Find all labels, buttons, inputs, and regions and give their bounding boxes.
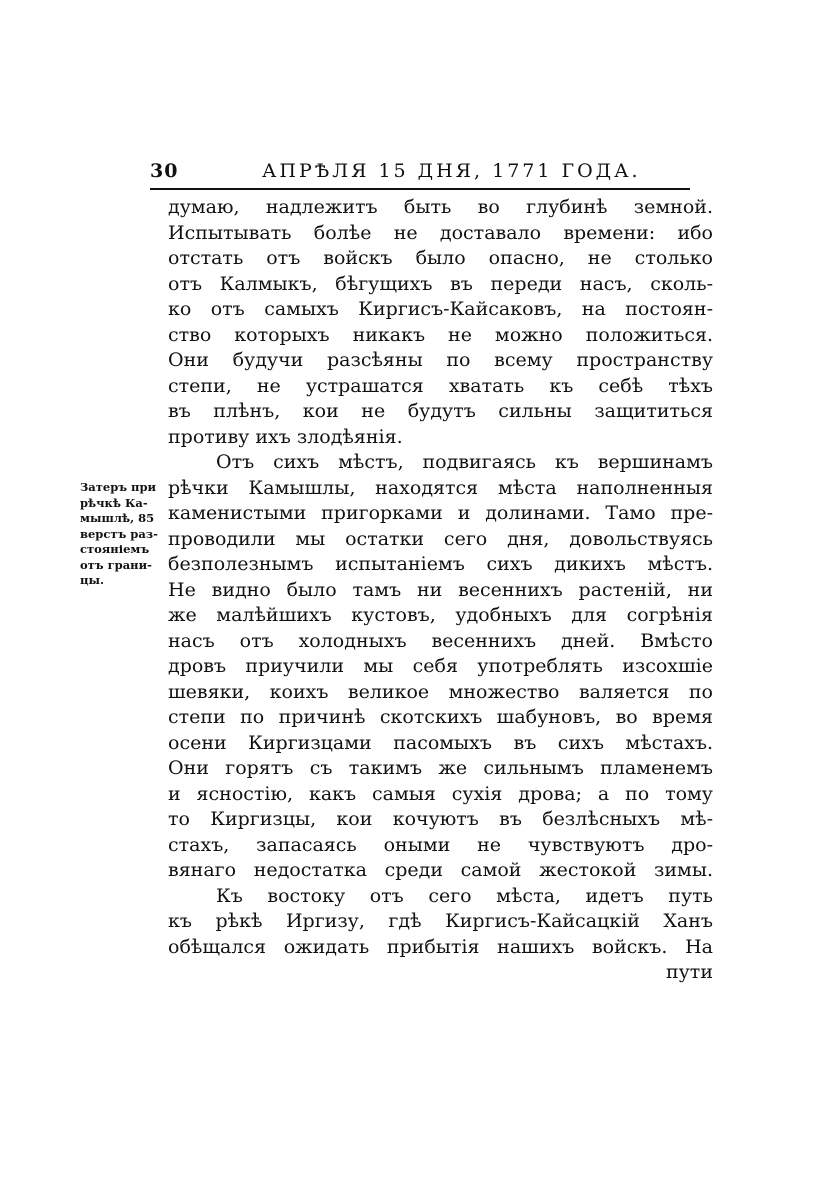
catchword: пути (665, 961, 713, 983)
text-line: рѣчки Камышлы, находятся мѣста наполненныя (168, 476, 713, 499)
text-line: думаю, надлежитъ быть во глубинѣ земной. (168, 196, 713, 218)
text-line: въ плѣнъ, кои не будутъ сильны защититься (168, 400, 713, 422)
text-line: Испытывать болѣе не доставало времени: ибо (168, 221, 713, 244)
text-line: обѣщался ожидать прибытія нашихъ войскъ. На (168, 935, 713, 958)
text-line: то Киргизцы, кои кочуютъ въ безлѣсныхъ мѣ- (168, 808, 713, 830)
text-line: же малѣйшихъ кустовъ, удобныхъ для согрѣнія (168, 604, 713, 626)
text-line: каменистыми пригорками и долинами. Тамо пре- (168, 502, 713, 524)
margin-note-line: мышлѣ, 85 (80, 511, 155, 525)
margin-note-line: стояніемъ (80, 542, 150, 556)
text-line: насъ отъ холодныхъ весеннихъ дней. Вмѣсто (168, 629, 713, 652)
margin-note-line: Затеръ при (80, 480, 157, 494)
paragraph-start-line: Отъ сихъ мѣстъ, подвигаясь къ вершинамъ (216, 451, 713, 473)
text-line: вянаго недостатка среди самой жестокой зимы. (168, 859, 713, 881)
margin-note-line: отъ грани- (80, 557, 152, 572)
text-line: проводили мы остатки сего дня, довольствуясь (168, 527, 713, 550)
text-line: Они горятъ съ такимъ же сильнымъ пламенемъ (168, 757, 713, 779)
text-line: къ рѣкѣ Иргизу, гдѣ Киргисъ-Кайсацкій Ханъ (168, 910, 713, 932)
text-line: стахъ, запасаясь оными не чувствуютъ дро- (168, 833, 713, 856)
text-line: дровъ приучили мы себя употреблять изсохшіе (168, 655, 713, 677)
text-line: отстать отъ войскъ было опасно, не столько (168, 247, 713, 269)
page-header (150, 160, 690, 186)
margin-note-line: цы. (80, 573, 105, 587)
text-line: ко отъ самыхъ Киргисъ-Кайсаковъ, на постоян- (168, 298, 713, 320)
text-line: степи, не устрашатся хватать къ себѣ тѣхъ (168, 374, 713, 397)
margin-note-line: верстъ раз- (80, 526, 158, 541)
text-line: Они будучи разсѣяны по всему пространству (168, 349, 713, 371)
text-line: степи по причинѣ скотскихъ шабуновъ, во время (168, 706, 713, 728)
paragraph-start-line: Къ востоку отъ сего мѣста, идетъ путь (216, 884, 713, 907)
margin-note (80, 480, 164, 589)
text-line: противу ихъ злодѣянія. (168, 425, 403, 448)
page-number: 30 (150, 160, 179, 182)
text-line: ство которыхъ никакъ не можно положиться. (168, 323, 713, 346)
text-line: Не видно было тамъ ни весеннихъ растеній, ни (168, 578, 713, 601)
text-line: и ясностію, какъ самыя сухія дрова; а по тому (168, 782, 713, 805)
text-line: осени Киргизцами пасомыхъ въ сихъ мѣстахъ. (168, 731, 713, 754)
margin-note-line: рѣчкѣ Ка- (80, 495, 148, 510)
text-line: шевяки, коихъ великое множество валяется по (168, 680, 713, 703)
text-line: отъ Калмыкъ, бѣгущихъ въ переди насъ, сколь- (168, 272, 713, 295)
header-rule (150, 188, 690, 190)
body-text (168, 195, 713, 986)
running-title: АПРѢЛЯ 15 ДНЯ, 1771 ГОДА. (262, 160, 641, 182)
text-line: безполезнымъ испытаніемъ сихъ дикихъ мѣстъ. (168, 553, 713, 575)
